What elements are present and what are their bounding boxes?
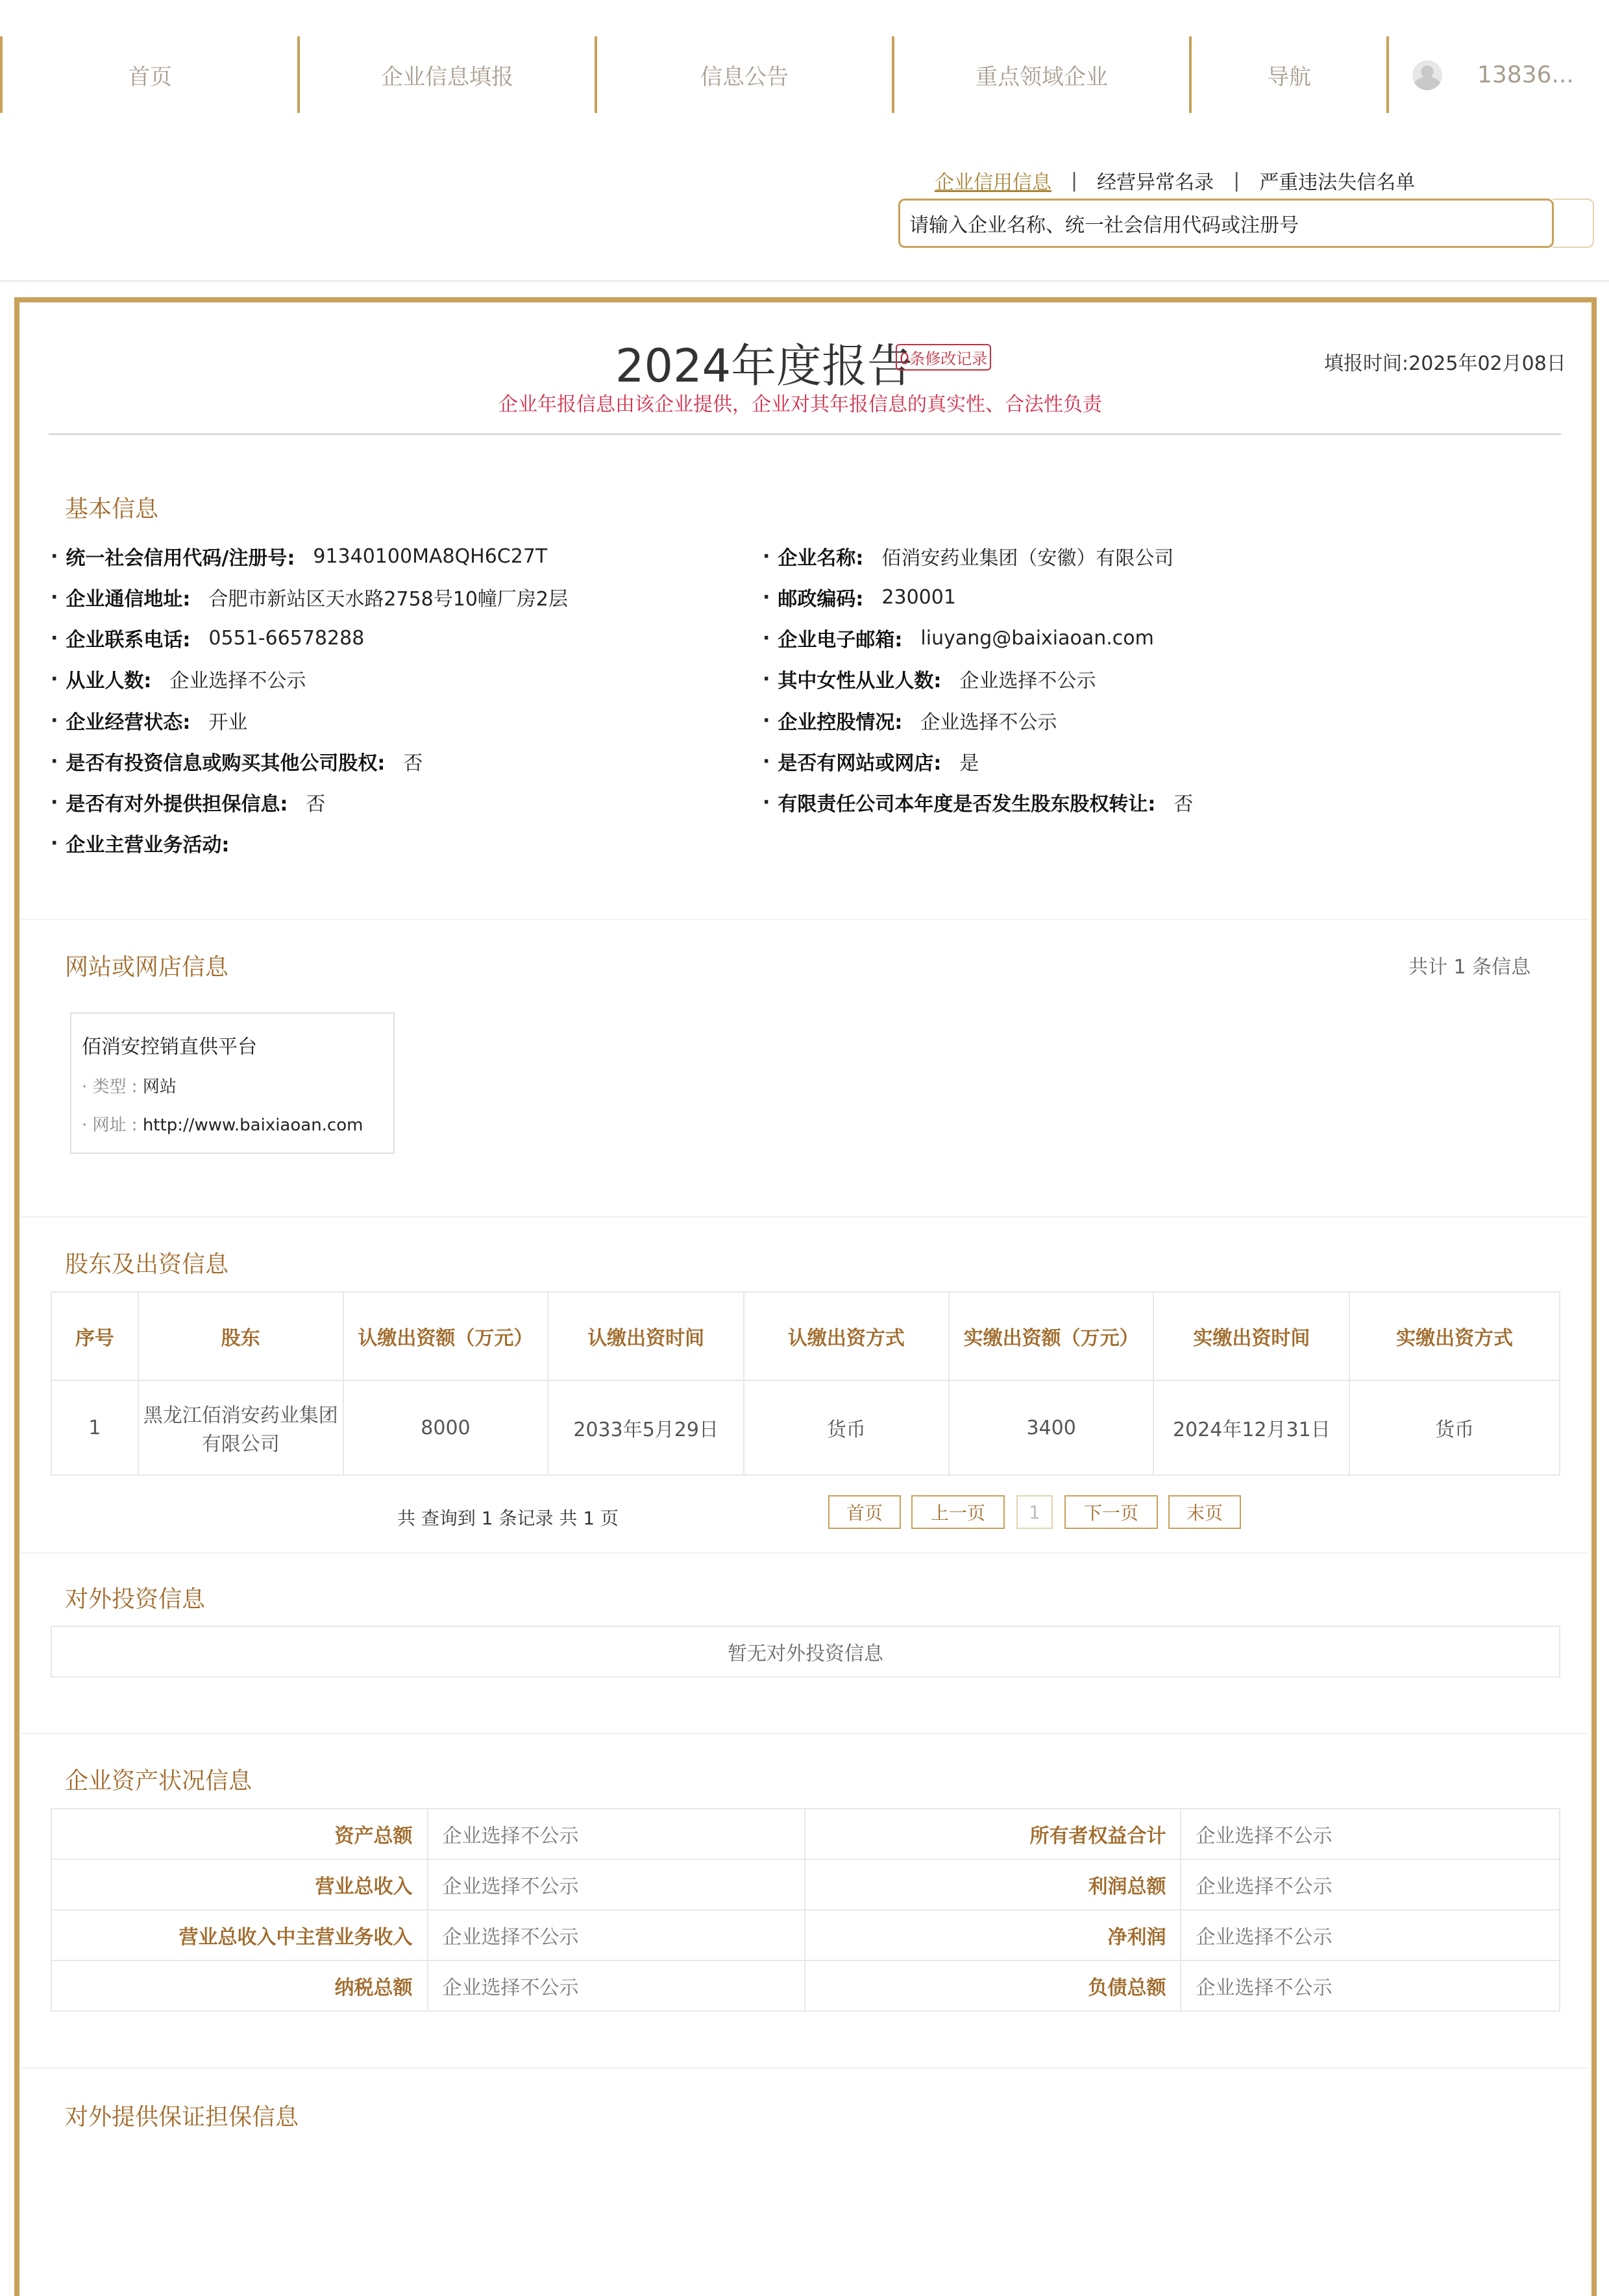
field-equity-transfer: · 有限责任公司本年度是否发生股东股权转让: 否 <box>763 790 1194 816</box>
field-credit-code: · 统一社会信用代码/注册号: 91340100MA8QH6C27T <box>51 544 548 570</box>
col-header-paid-date: 实缴出资时间 <box>1153 1292 1349 1380</box>
asset-value: 企业选择不公示 <box>1181 1960 1560 2011</box>
section-title-basic-info: 基本信息 <box>65 496 159 522</box>
table-row <box>51 1910 1560 1960</box>
field-has-guarantee: · 是否有对外提供担保信息: 否 <box>51 790 326 816</box>
field-employees: · 从业人数: 企业选择不公示 <box>51 667 306 692</box>
section-title-investment: 对外投资信息 <box>65 1586 206 1613</box>
search-tabs <box>935 166 1415 195</box>
modification-records-badge[interactable]: 0条修改记录 <box>896 344 991 371</box>
shareholder-table <box>51 1291 1560 1476</box>
asset-value: 企业选择不公示 <box>428 1910 805 1960</box>
section-divider <box>21 919 1588 920</box>
section-title-shareholders: 股东及出资信息 <box>65 1251 229 1278</box>
asset-label: 资产总额 <box>51 1809 428 1859</box>
col-header-subscribed-amount: 认缴出资额（万元） <box>343 1292 548 1380</box>
asset-label: 营业总收入 <box>51 1859 428 1910</box>
field-female-employees: · 其中女性从业人数: 企业选择不公示 <box>763 667 1096 692</box>
user-avatar-icon[interactable] <box>1412 60 1442 90</box>
nav-announcements[interactable]: 信息公告 <box>700 64 789 90</box>
pager-next-button[interactable]: 下一页 <box>1064 1495 1158 1529</box>
nav-home[interactable]: 首页 <box>128 64 172 90</box>
header-divider <box>0 280 1609 282</box>
section-title-website: 网站或网店信息 <box>65 954 229 981</box>
field-address: · 企业通信地址: 合肥市新站区天水路2758号10幢厂房2层 <box>51 585 569 611</box>
field-main-business: · 企业主营业务活动: <box>51 831 230 857</box>
tab-dishonest-list[interactable]: 严重违法失信名单 <box>1259 171 1416 194</box>
field-company-name: · 企业名称: 佰消安药业集团（安徽）有限公司 <box>763 544 1174 570</box>
table-row <box>51 1380 1560 1475</box>
field-phone: · 企业联系电话: 0551-66578288 <box>51 626 365 652</box>
nav-enterprise-fill[interactable]: 企业信息填报 <box>381 64 513 90</box>
cell-shareholder: 黑龙江佰消安药业集团有限公司 <box>138 1380 343 1475</box>
tab-credit-info[interactable]: 企业信用信息 <box>935 171 1051 194</box>
cell-paid-amount: 3400 <box>949 1380 1154 1475</box>
section-title-guarantee: 对外提供保证担保信息 <box>65 2104 299 2131</box>
col-header-paid-amount: 实缴出资额（万元） <box>949 1292 1154 1380</box>
cell-paid-method: 货币 <box>1349 1380 1560 1475</box>
cell-paid-date: 2024年12月31日 <box>1153 1380 1349 1475</box>
tab-separator: | <box>1071 169 1078 192</box>
cell-subscribed-date: 2033年5月29日 <box>548 1380 744 1475</box>
section-divider <box>21 1733 1588 1734</box>
title-divider <box>49 434 1561 435</box>
col-header-shareholder: 股东 <box>138 1292 343 1380</box>
fill-time: 填报时间:2025年02月08日 <box>1324 352 1566 375</box>
table-row <box>51 1809 1560 1859</box>
pager-current-page[interactable]: 1 <box>1016 1495 1053 1529</box>
col-header-index: 序号 <box>51 1292 138 1380</box>
search-button[interactable] <box>1553 199 1594 248</box>
pager-prev-button[interactable]: 上一页 <box>911 1495 1005 1529</box>
field-status: · 企业经营状态: 开业 <box>51 709 248 734</box>
investment-empty-message: 暂无对外投资信息 <box>51 1626 1560 1678</box>
table-header-row <box>51 1292 1560 1380</box>
report-title: 2024年度报告 <box>615 339 913 393</box>
asset-value: 企业选择不公示 <box>428 1960 805 2011</box>
cell-subscribed-method: 货币 <box>744 1380 949 1475</box>
section-divider <box>21 2068 1588 2069</box>
table-row <box>51 1960 1560 2011</box>
cell-index: 1 <box>51 1380 138 1475</box>
field-email: · 企业电子邮箱: liuyang@baixiaoan.com <box>763 626 1154 652</box>
asset-value: 企业选择不公示 <box>428 1809 805 1859</box>
field-has-investment: · 是否有投资信息或购买其他公司股权: 否 <box>51 750 423 775</box>
website-url: · 网址 : http://www.baixiaoan.com <box>82 1116 363 1135</box>
website-card <box>70 1012 395 1154</box>
table-row <box>51 1859 1560 1910</box>
website-count: 共计 1 条信息 <box>1408 956 1531 979</box>
cell-subscribed-amount: 8000 <box>343 1380 548 1475</box>
section-divider <box>21 1552 1588 1554</box>
asset-value: 企业选择不公示 <box>1181 1809 1560 1859</box>
user-name[interactable]: 13836... <box>1477 61 1574 88</box>
col-header-paid-method: 实缴出资方式 <box>1349 1292 1560 1380</box>
col-header-subscribed-date: 认缴出资时间 <box>548 1292 744 1380</box>
col-header-subscribed-method: 认缴出资方式 <box>744 1292 949 1380</box>
field-has-website: · 是否有网站或网店: 是 <box>763 750 979 775</box>
search-input[interactable]: 请输入企业名称、统一社会信用代码或注册号 <box>898 199 1554 248</box>
nav-navigation[interactable]: 导航 <box>1267 64 1311 90</box>
asset-value: 企业选择不公示 <box>1181 1859 1560 1910</box>
assets-table <box>51 1808 1560 2012</box>
section-divider <box>21 1216 1588 1217</box>
field-postcode: · 邮政编码: 230001 <box>763 585 956 611</box>
field-holding: · 企业控股情况: 企业选择不公示 <box>763 709 1057 734</box>
asset-label: 所有者权益合计 <box>805 1809 1181 1859</box>
pager-first-button[interactable]: 首页 <box>828 1495 901 1529</box>
asset-label: 负债总额 <box>805 1960 1181 2011</box>
website-type: · 类型 : 网站 <box>82 1077 177 1097</box>
asset-label: 净利润 <box>805 1910 1181 1960</box>
asset-value: 企业选择不公示 <box>428 1859 805 1910</box>
asset-label: 纳税总额 <box>51 1960 428 2011</box>
nav-key-enterprises[interactable]: 重点领域企业 <box>976 64 1108 90</box>
asset-label: 利润总额 <box>805 1859 1181 1910</box>
pager-last-button[interactable]: 末页 <box>1168 1495 1241 1529</box>
asset-value: 企业选择不公示 <box>1181 1910 1560 1960</box>
nav-divider <box>1386 36 1389 113</box>
pagination-info: 共 查询到 1 条记录 共 1 页 <box>397 1508 619 1529</box>
tab-separator: | <box>1233 169 1240 192</box>
website-name: 佰消安控销直供平台 <box>82 1036 257 1058</box>
tab-abnormal-list[interactable]: 经营异常名录 <box>1097 171 1214 194</box>
asset-label: 营业总收入中主营业务收入 <box>51 1910 428 1960</box>
section-title-assets: 企业资产状况信息 <box>65 1768 252 1794</box>
top-nav <box>0 36 1609 113</box>
report-disclaimer: 企业年报信息由该企业提供，企业对其年报信息的真实性、合法性负责 <box>498 393 1102 416</box>
